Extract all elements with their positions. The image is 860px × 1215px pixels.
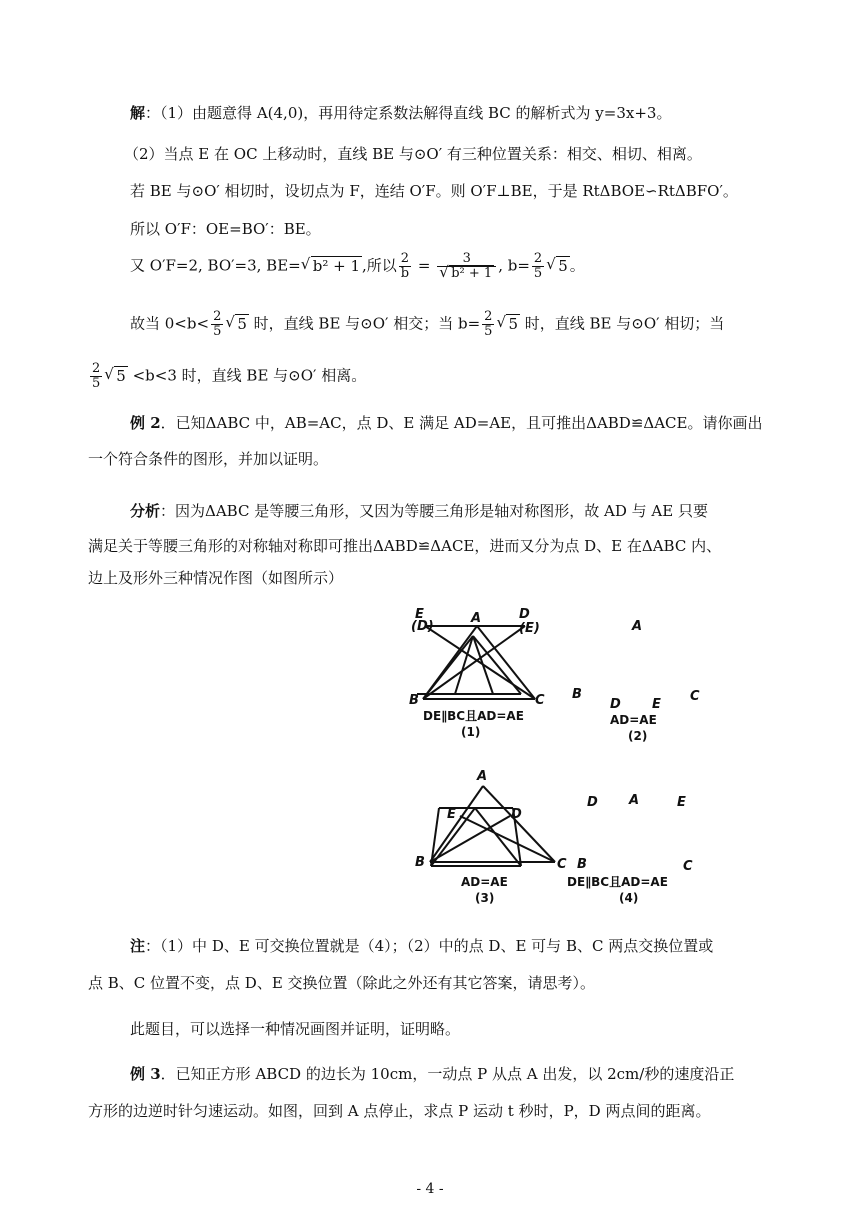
fraction: [532, 252, 544, 281]
figure-1-caption: DE∥BC且AD=AE: [423, 709, 524, 723]
label-A: A: [477, 769, 488, 784]
text-segment: 故当 0<b<: [130, 314, 210, 333]
numerator: 2: [533, 251, 543, 266]
label-E: E: [652, 697, 661, 712]
label-D: D: [519, 607, 530, 622]
label-E: E: [447, 807, 456, 822]
note-label: 注: [130, 937, 146, 955]
label-A: A: [629, 793, 640, 808]
label-B: B: [409, 693, 419, 708]
solution-line-6: [130, 310, 790, 339]
solution-text: ：（1）由题意得 A(4,0)，再用待定系数法解得直线 BC 的解析式为 y=3x+3。: [145, 104, 672, 122]
label-D: D: [511, 807, 522, 822]
solution-line-2: （2）当点 E 在 OC 上移动时，直线 BE 与⊙O′ 有三种位置关系：相交、相切、相离。: [124, 145, 702, 163]
example-3-line-1: [130, 1063, 790, 1085]
figure-3-number: (3): [475, 891, 495, 905]
text-segment: ,所以: [362, 256, 397, 275]
page-number: - 4 -: [416, 1181, 444, 1197]
label-A: A: [471, 611, 482, 626]
example-2-line-1: [130, 412, 790, 434]
radicand: b² + 1: [312, 256, 360, 275]
example-2-label: 例 2: [130, 414, 161, 432]
solution-line-1: [130, 102, 790, 124]
example-3-label: 例 3: [130, 1065, 161, 1083]
sqrt-expression: [302, 255, 362, 277]
label-C: C: [690, 689, 700, 704]
solution-label: 解: [130, 104, 146, 122]
note-line-1: [130, 935, 790, 957]
solution-line-3: 若 BE 与⊙O′ 相切时，设切点为 F，连结 O′F。则 O′F⊥BE，于是 RtΔBOE∽RtΔBFO′。: [130, 182, 738, 200]
note-line-2: 点 B、C 位置不变，点 D、E 交换位置（除此之外还有其它答案，请思考）。: [88, 974, 596, 992]
label-B: B: [577, 857, 587, 872]
figure-2-caption: AD=AE: [610, 713, 657, 727]
text-segment: <b<3 时，直线 BE 与⊙O′ 相离。: [127, 366, 367, 385]
figure-4-caption: DE∥BC且AD=AE: [567, 875, 668, 889]
figure-4-number: (4): [619, 891, 639, 905]
radicand: b² + 1: [451, 266, 493, 281]
label-E: E: [415, 607, 424, 622]
denominator: 5: [213, 324, 222, 339]
label-C: C: [557, 857, 567, 872]
label-C: C: [535, 693, 545, 708]
label-A: A: [632, 619, 643, 634]
radicand: 5: [558, 256, 568, 275]
analysis-line-1: [130, 500, 790, 522]
figure-2-number: (2): [628, 729, 648, 743]
numerator: 2: [484, 309, 493, 324]
numerator: 2: [213, 309, 222, 324]
denominator: 5: [92, 376, 101, 391]
text-segment: , b=: [498, 256, 530, 275]
fraction: [399, 252, 411, 281]
solution-line-7: [88, 362, 790, 391]
sqrt-expression: [226, 313, 249, 335]
solution-line-4: 所以 O′F：OE=BO′：BE。: [130, 220, 321, 238]
denominator: b: [400, 266, 410, 281]
analysis-label: 分析: [130, 502, 161, 520]
label-E-paren: (E): [519, 621, 540, 636]
text-segment: 时，直线 BE 与⊙O′ 相交；当 b=: [248, 314, 481, 333]
example-2-text: ．已知ΔABC 中，AB=AC，点 D、E 满足 AD=AE，且可推出ΔABD≌ΔACE。请你画出: [160, 414, 763, 432]
note-text: ：（1）中 D、E 可交换位置就是（4）；（2）中的点 D、E 可与 B、C 两点交换位置或: [145, 937, 714, 955]
radicand: 5: [237, 314, 247, 333]
sqrt-expression: [440, 267, 494, 281]
analysis-line-3: 边上及形外三种情况作图（如图所示）: [88, 569, 344, 587]
example-3-line-2: 方形的边逆时针匀速运动。如图，回到 A 点停止，求点 P 运动 t 秒时，P，D 两点间的距离。: [88, 1102, 711, 1120]
fraction: [211, 310, 223, 339]
fraction: [482, 310, 494, 339]
figure-1-number: (1): [461, 725, 481, 739]
label-D: D: [587, 795, 598, 810]
text-segment: 又 O′F=2, BO′=3, BE=: [130, 256, 301, 275]
label-C: C: [683, 859, 693, 874]
analysis-text: ：因为ΔABC 是等腰三角形，又因为等腰三角形是轴对称图形，故 AD 与 AE 只要: [160, 502, 708, 520]
radicand: 5: [508, 314, 518, 333]
statement-line: 此题目，可以选择一种情况画图并证明，证明略。: [130, 1020, 461, 1038]
denominator: [437, 266, 496, 281]
example-2-line-2: 一个符合条件的图形，并加以证明。: [88, 450, 329, 468]
numerator: 3: [462, 251, 471, 266]
numerator: 2: [400, 251, 410, 266]
radicand: 5: [116, 366, 126, 385]
numerator: 2: [92, 361, 101, 376]
label-E: E: [677, 795, 686, 810]
text-segment: =: [413, 256, 436, 275]
text-segment: 。: [569, 256, 585, 275]
sqrt-expression: [497, 313, 520, 335]
figure-3-caption: AD=AE: [461, 875, 508, 889]
label-D-paren: (D): [411, 619, 434, 634]
denominator: 5: [484, 324, 493, 339]
fraction: [90, 362, 102, 391]
label-B: B: [572, 687, 582, 702]
label-B: B: [415, 855, 425, 870]
analysis-line-2: 满足关于等腰三角形的对称轴对称即可推出ΔABD≌ΔACE，进而又分为点 D、E 在ΔABC 内、: [88, 537, 722, 555]
example-3-text: ．已知正方形 ABCD 的边长为 10cm，一动点 P 从点 A 出发，以 2cm/秒的速度沿正: [160, 1065, 735, 1083]
geometry-figure: [405, 604, 715, 924]
text-segment: 时，直线 BE 与⊙O′ 相切；当: [519, 314, 725, 333]
sqrt-expression: [547, 255, 570, 277]
denominator: 5: [533, 266, 543, 281]
label-D: D: [610, 697, 621, 712]
solution-line-5: [130, 252, 790, 281]
sqrt-expression: [105, 365, 128, 387]
fraction: [437, 252, 496, 281]
